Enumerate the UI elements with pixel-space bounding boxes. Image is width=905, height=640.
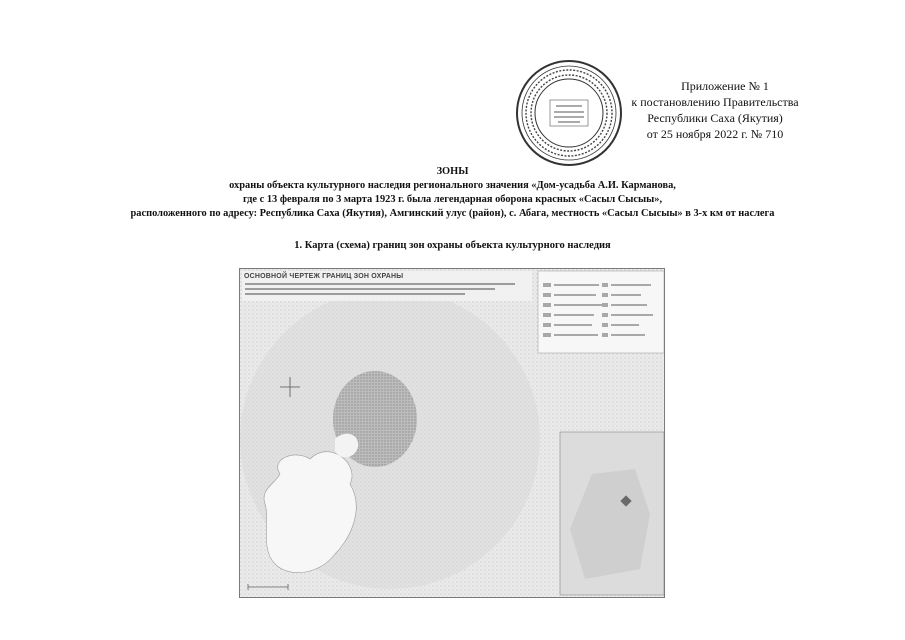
official-stamp <box>514 58 624 168</box>
section-title: Карта (схема) границ зон охраны объекта культурного наследия <box>304 240 611 251</box>
section-number: 1. <box>294 240 303 251</box>
appendix-number: Приложение № 1 <box>681 79 769 93</box>
legend-panel <box>538 271 664 353</box>
title-line-3: расположенного по адресу: Республика Саха (Якутия), Амгинский улус (район), с. Абага, местность «Сасыл Сысыы» в 3-х км от наслега <box>130 208 775 219</box>
zones-map <box>239 268 665 598</box>
map-title: ОСНОВНОЙ ЧЕРТЕЖ ГРАНИЦ ЗОН ОХРАНЫ <box>244 273 404 280</box>
appendix-line-date: от 25 ноября 2022 г. № 710 <box>646 127 784 141</box>
title-line-2: где с 13 февраля по 3 марта 1923 г. была легендарная оборона красных «Сасыл Сысыы», <box>242 194 663 205</box>
title-heading: ЗОНЫ <box>436 166 469 177</box>
document-title <box>0 165 905 221</box>
appendix-header <box>600 78 830 142</box>
map-drawing <box>240 269 665 598</box>
section-heading <box>0 240 905 251</box>
appendix-line-decree: к постановлению Правительства <box>631 95 799 109</box>
appendix-line-republic: Республики Саха (Якутия) <box>647 111 783 125</box>
title-line-1: охраны объекта культурного наследия регионального значения «Дом-усадьба А.И. Карманова, <box>229 180 676 191</box>
